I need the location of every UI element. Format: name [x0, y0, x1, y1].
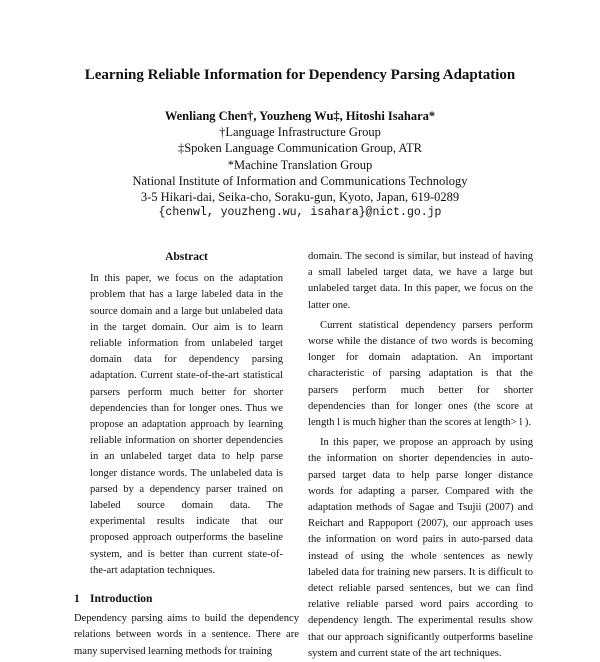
section-title: Introduction: [90, 593, 153, 606]
author-block: [0, 108, 600, 221]
abstract-text: In this paper, we focus on the adaptation problem that has a large labeled data in the source domain and a large but unlabeled data in the target domain. Our aim is to learn reliable information from unlabeled target domain data for dependency parsing adaptation. Current state-of-the-art statistical parsers perform much better for shorter dependencies than for longer ones. Thus we propose an adaptation approach by learning reliable information on shorter dependencies in an unlabeled target data to help parse longer distance words. The unlabeled data is parsed by a dependency parser trained on labeled source domain data. The experimental results indicate that our proposed approach outperforms the baseline system, and is better than current state-of-the-art adaptation techniques.: [90, 273, 283, 576]
left-column: [74, 249, 299, 660]
email: {chenwl, youzheng.wu, isahara}@nict.go.jp: [158, 206, 442, 220]
institute: National Institute of Information and Communications Technology: [132, 173, 468, 188]
paper-title: Learning Reliable Information for Dependency Parsing Adaptation: [84, 67, 516, 83]
section-heading: [74, 591, 299, 607]
right-paragraph-1: domain. The second is similar, but instead of having a small labeled target data, we have a large but unlabeled target data. In this paper, we focus on the latter one.: [308, 251, 533, 311]
address: 3-5 Hikari-dai, Seika-cho, Soraku-gun, Kyoto, Japan, 619-0289: [140, 190, 460, 205]
author-names: Wenliang Chen†, Youzheng Wu‡, Hitoshi Isahara*: [164, 109, 436, 123]
abstract-heading: Abstract: [165, 251, 208, 263]
affiliation-1: †Language Infrastructure Group: [219, 125, 381, 140]
intro-paragraph: Dependency parsing aims to build the dependency relations between words in a sentence. There are many supervised learning methods for training: [74, 613, 299, 657]
affiliation-3: *Machine Translation Group: [227, 157, 373, 172]
affiliation-2: ‡Spoken Language Communication Group, ATR: [177, 141, 423, 156]
right-paragraph-3: In this paper, we propose an approach by using the information on shorter dependencies in auto-parsed target data to help parse longer distance words for adapting a parser. Compared with the adaptation methods of Sagae and Tsujii (2007) and Reichart and Rappoport (2007), our approach uses the information on word pairs in auto-parsed data instead of using the whole sentences as newly labeled data for training new parsers. It is difficult to detect reliable parsed sentences, but we can find relative reliable parsed word pairs according to dependency length. The experimental results show that our approach significantly outperforms baseline system and current state of the art techniques.: [308, 437, 533, 659]
right-paragraph-2: Current statistical dependency parsers perform worse while the distance of two words is becoming longer for domain adaptation. An important characteristic of parsing adaptation is that the parsers perform much better for shorter dependencies than for longer ones (the score at length l is much higher than the scores at length> l ).: [308, 319, 533, 429]
right-column: [308, 249, 533, 662]
section-number: 1: [74, 593, 80, 606]
